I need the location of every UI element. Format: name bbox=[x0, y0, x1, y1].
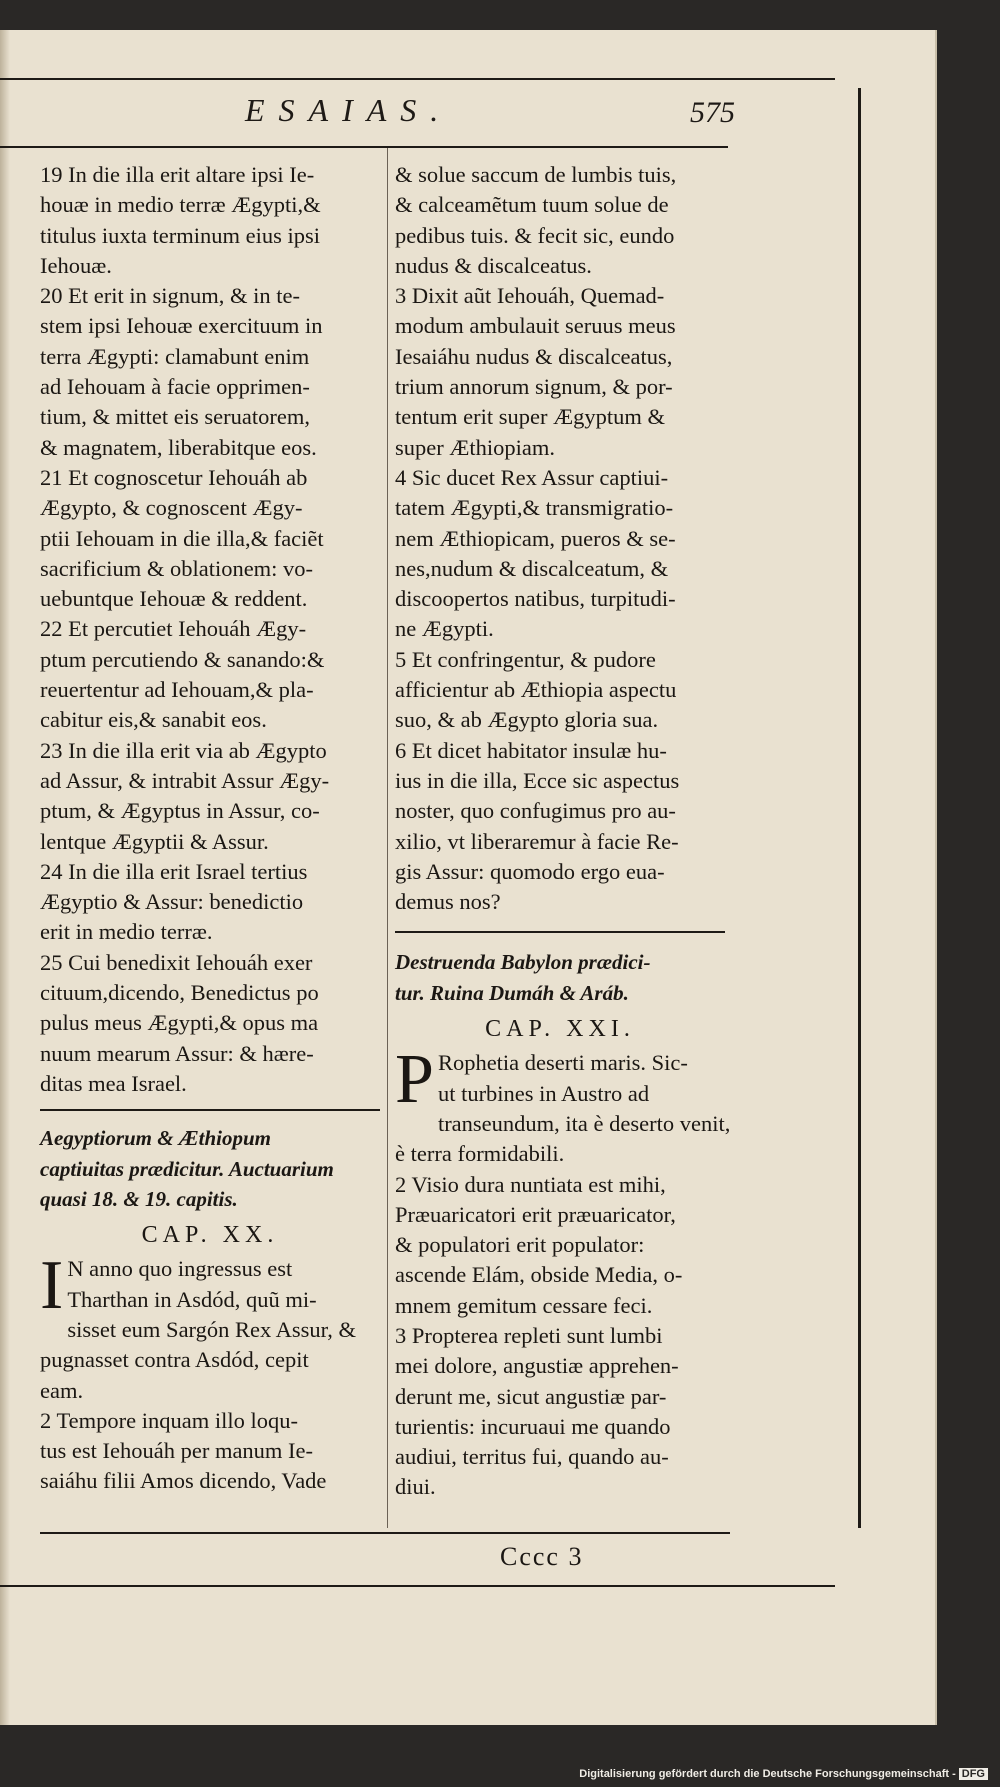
text-line: cabitur eis,& sanabit eos. bbox=[40, 707, 267, 733]
text-line: turientis: incuruaui me quando bbox=[395, 1413, 671, 1439]
text-line: 4 Sic ducet Rex Assur captiui- bbox=[395, 464, 669, 490]
text-line: xilio, vt liberaremur à facie Re- bbox=[395, 828, 679, 854]
column-divider-rule bbox=[387, 148, 388, 1528]
chapter-heading: CAP. XXI. bbox=[485, 1016, 635, 1043]
text-line: suo, & ab Ægypto gloria sua. bbox=[395, 707, 659, 733]
text-line: afficientur ab Æthiopia aspectu bbox=[395, 677, 677, 703]
text-line: Tharthan in Asdód, quũ mi- bbox=[67, 1286, 317, 1312]
text-line: 22 Et percutiet Iehouáh Ægy- bbox=[40, 616, 307, 642]
text-line: reuertentur ad Iehouam,& pla- bbox=[40, 677, 314, 703]
text-line: 19 In die illa erit altare ipsi Ie- bbox=[40, 162, 315, 187]
text-line: nuum mearum Assur: & hære- bbox=[40, 1040, 314, 1066]
text-line: nes,nudum & discalceatum, & bbox=[395, 555, 669, 581]
text-line: titulus iuxta terminum eius ipsi bbox=[40, 222, 320, 248]
chapter-summary: Destruenda Babylon prædici- bbox=[395, 950, 651, 975]
text-line: 21 Et cognoscetur Iehouáh ab bbox=[40, 464, 308, 490]
text-line: Ægypto, & cognoscent Ægy- bbox=[40, 495, 303, 521]
text-line: nudus & discalceatus. bbox=[395, 252, 592, 278]
text-line: N anno quo ingressus est bbox=[67, 1256, 293, 1282]
page-gutter bbox=[0, 30, 10, 1725]
text-line: diui. bbox=[395, 1474, 436, 1500]
text-line: stem ipsi Iehouæ exercituum in bbox=[40, 313, 323, 339]
text-line: Ægyptio & Assur: benedictio bbox=[40, 889, 304, 915]
text-line: gis Assur: quomodo ergo eua- bbox=[395, 858, 665, 884]
text-line: ad Assur, & intrabit Assur Ægy- bbox=[40, 767, 330, 793]
text-line: tatem Ægypti,& transmigratio- bbox=[395, 495, 674, 521]
text-line: transeundum, ita è deserto venit, bbox=[437, 1110, 731, 1136]
text-line: 6 Et dicet habitator insulæ hu- bbox=[395, 737, 667, 763]
chapter-summary: captiuitas prædicitur. Auctuarium bbox=[40, 1156, 334, 1181]
drop-capital: P bbox=[395, 1041, 434, 1119]
text-line: & magnatem, liberabitque eos. bbox=[40, 434, 317, 460]
signature-mark: Cccc 3 bbox=[500, 1542, 584, 1571]
text-line: ut turbines in Austro ad bbox=[437, 1080, 650, 1106]
text-line: 3 Dixit aũt Iehouáh, Quemad- bbox=[395, 283, 665, 309]
text-line: sacrificium & oblationem: vo- bbox=[40, 555, 314, 581]
text-line: ptum, & Ægyptus in Assur, co- bbox=[40, 798, 320, 824]
text-line: 23 In die illa erit via ab Ægypto bbox=[40, 737, 327, 763]
text-line: terra Ægypti: clamabunt enim bbox=[40, 343, 310, 369]
text-line: 20 Et erit in signum, & in te- bbox=[40, 283, 300, 309]
text-line: tentum erit super Ægyptum & bbox=[395, 404, 665, 430]
text-line: uebuntque Iehouæ & reddent. bbox=[40, 586, 308, 612]
text-line: ptii Iehouam in die illa,& faciẽt bbox=[40, 525, 324, 551]
footer-text: Digitalisierung gefördert durch die Deutsche Forschungsgemeinschaft - bbox=[579, 1768, 956, 1780]
text-line: mei dolore, angustiæ apprehen- bbox=[395, 1353, 679, 1379]
text-line: pugnasset contra Asdód, cepit bbox=[40, 1347, 309, 1373]
header-rule bbox=[0, 146, 728, 148]
text-line: pulus meus Ægypti,& opus ma bbox=[40, 1010, 319, 1036]
text-line: super Æthiopiam. bbox=[395, 434, 555, 460]
text-line: trium annorum signum, & por- bbox=[395, 374, 673, 400]
text-line: Iehouæ. bbox=[40, 252, 112, 278]
text-line: eam. bbox=[40, 1377, 84, 1403]
text-line: 5 Et confringentur, & pudore bbox=[395, 646, 656, 672]
text-line: discoopertos natibus, turpitudi- bbox=[395, 586, 676, 612]
section-rule bbox=[40, 1109, 380, 1111]
text-line: è terra formidabili. bbox=[395, 1141, 565, 1167]
text-line: ad Iehouam à facie opprimen- bbox=[40, 374, 310, 400]
bottom-rule bbox=[0, 1585, 835, 1587]
text-line: tium, & mittet eis seruatorem, bbox=[40, 404, 310, 430]
text-line: tus est Iehouáh per manum Ie- bbox=[40, 1438, 314, 1464]
top-rule bbox=[0, 78, 835, 80]
text-line: 2 Tempore inquam illo loqu- bbox=[40, 1407, 298, 1433]
text-line: ditas mea Israel. bbox=[40, 1070, 187, 1096]
text-line: audiui, territus fui, quando au- bbox=[395, 1444, 669, 1470]
text-line: 25 Cui benedixit Iehouáh exer bbox=[40, 949, 313, 975]
text-line: mnem gemitum cessare feci. bbox=[395, 1292, 653, 1318]
text-line: 2 Visio dura nuntiata est mihi, bbox=[395, 1171, 666, 1197]
section-rule bbox=[395, 931, 725, 933]
dfg-logo: DFG bbox=[959, 1768, 988, 1780]
text-line: cituum,dicendo, Benedictus po bbox=[40, 980, 319, 1006]
text-line: & populatori erit populator: bbox=[395, 1232, 645, 1258]
text-line: nem Æthiopicam, pueros & se- bbox=[395, 525, 676, 551]
right-column bbox=[395, 160, 731, 1503]
chapter-summary: Aegyptiorum & Æthiopum bbox=[40, 1126, 272, 1151]
text-line: ne Ægypti. bbox=[395, 616, 494, 642]
text-line: modum ambulauit seruus meus bbox=[395, 313, 676, 339]
text-line: 3 Propterea repleti sunt lumbi bbox=[395, 1322, 663, 1348]
text-line: ptum percutiendo & sanando:& bbox=[40, 646, 325, 672]
text-line: 24 In die illa erit Israel tertius bbox=[40, 858, 308, 884]
text-line: Iesaiáhu nudus & discalceatus, bbox=[395, 343, 673, 369]
text-line: saiáhu filii Amos dicendo, Vade bbox=[40, 1468, 327, 1494]
text-line: demus nos? bbox=[395, 889, 501, 915]
text-line: sisset eum Sargón Rex Assur, & bbox=[67, 1316, 357, 1342]
running-head: ESAIAS. bbox=[245, 92, 453, 128]
digitization-footer bbox=[579, 1768, 988, 1780]
text-line: & calceamẽtum tuum solue de bbox=[395, 192, 669, 218]
page-number: 575 bbox=[690, 96, 735, 129]
drop-capital: I bbox=[40, 1247, 64, 1325]
text-line: noster, quo confugimus pro au- bbox=[395, 798, 676, 824]
bottom-text-rule bbox=[40, 1532, 730, 1534]
right-frame-rule bbox=[858, 88, 861, 1528]
text-line: Præuaricatori erit præuaricator, bbox=[395, 1201, 676, 1227]
text-line: erit in medio terræ. bbox=[40, 919, 213, 945]
text-line: houæ in medio terræ Ægypti,& bbox=[40, 192, 321, 218]
text-line: pedibus tuis. & fecit sic, eundo bbox=[395, 222, 675, 248]
text-line: Rophetia deserti maris. Sic- bbox=[437, 1050, 688, 1076]
left-column bbox=[40, 160, 380, 1497]
text-line: ius in die illa, Ecce sic aspectus bbox=[395, 767, 680, 793]
chapter-heading: CAP. XX. bbox=[141, 1222, 279, 1249]
text-line: ascende Elám, obside Media, o- bbox=[395, 1262, 683, 1288]
chapter-summary: quasi 18. & 19. capitis. bbox=[40, 1186, 238, 1211]
text-line: lentque Ægyptii & Assur. bbox=[40, 828, 269, 854]
text-line: & solue saccum de lumbis tuis, bbox=[395, 162, 677, 187]
chapter-summary: tur. Ruina Dumáh & Aráb. bbox=[395, 980, 629, 1005]
text-line: derunt me, sicut angustiæ par- bbox=[395, 1383, 667, 1409]
